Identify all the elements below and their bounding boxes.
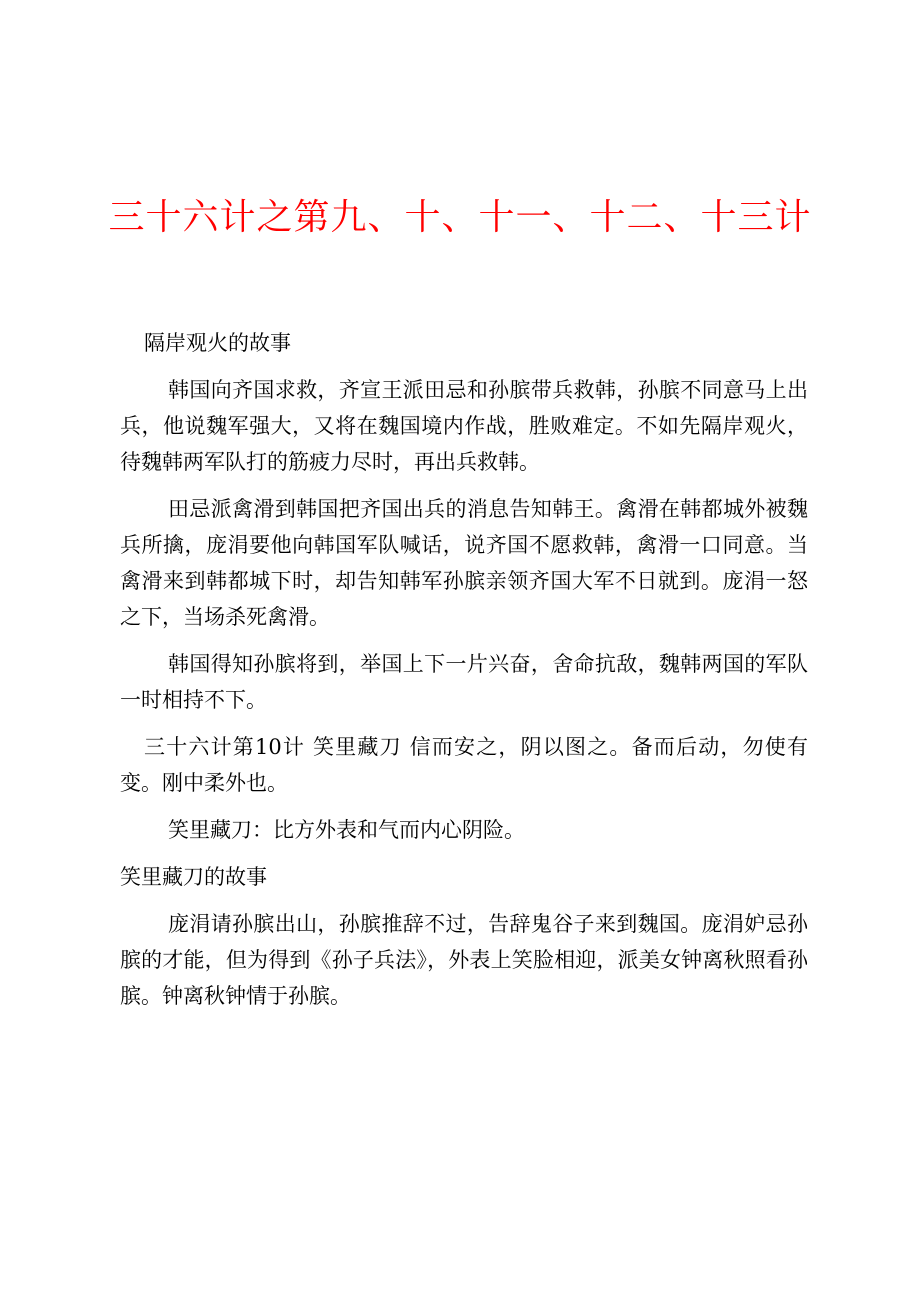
paragraph: 三十六计第10计 笑里藏刀 信而安之，阴以图之。备而后动，勿使有变。刚中柔外也。: [120, 735, 808, 795]
paragraph: 韩国向齐国求救，齐宣王派田忌和孙膑带兵救韩，孙膑不同意马上出兵，他说魏军强大，又将在魏国境内作战，胜败难定。不如先隔岸观火，待魏韩两军队打的筋疲力尽时，再出兵救韩。: [120, 378, 808, 474]
section-heading: 笑里藏刀的故事: [120, 865, 267, 889]
paragraph: 笑里藏刀：比方外表和气而内心阴险。: [168, 818, 525, 842]
paragraph: 田忌派禽滑到韩国把齐国出兵的消息告知韩王。禽滑在韩都城外被魏兵所擒，庞涓要他向韩国军队喊话，说齐国不愿救韩，禽滑一口同意。当禽滑来到韩都城下时，却告知韩军孙膑亲领齐国大军不日就到。庞涓一怒之下，当场杀死禽滑。: [120, 497, 808, 629]
document-body: [120, 325, 808, 1025]
document-title: 三十六计之第九、十、十一、十二、十三计: [108, 197, 812, 238]
paragraph: 韩国得知孙膑将到，举国上下一片兴奋，舍命抗敌，魏韩两国的军队一时相持不下。: [120, 652, 808, 712]
paragraph: 庞涓请孙膑出山，孙膑推辞不过，告辞鬼谷子来到魏国。庞涓妒忌孙膑的才能，但为得到《孙子兵法》，外表上笑脸相迎，派美女钟离秋照看孙膑。钟离秋钟情于孙膑。: [120, 912, 808, 1008]
section-heading: 隔岸观火的故事: [144, 331, 291, 355]
